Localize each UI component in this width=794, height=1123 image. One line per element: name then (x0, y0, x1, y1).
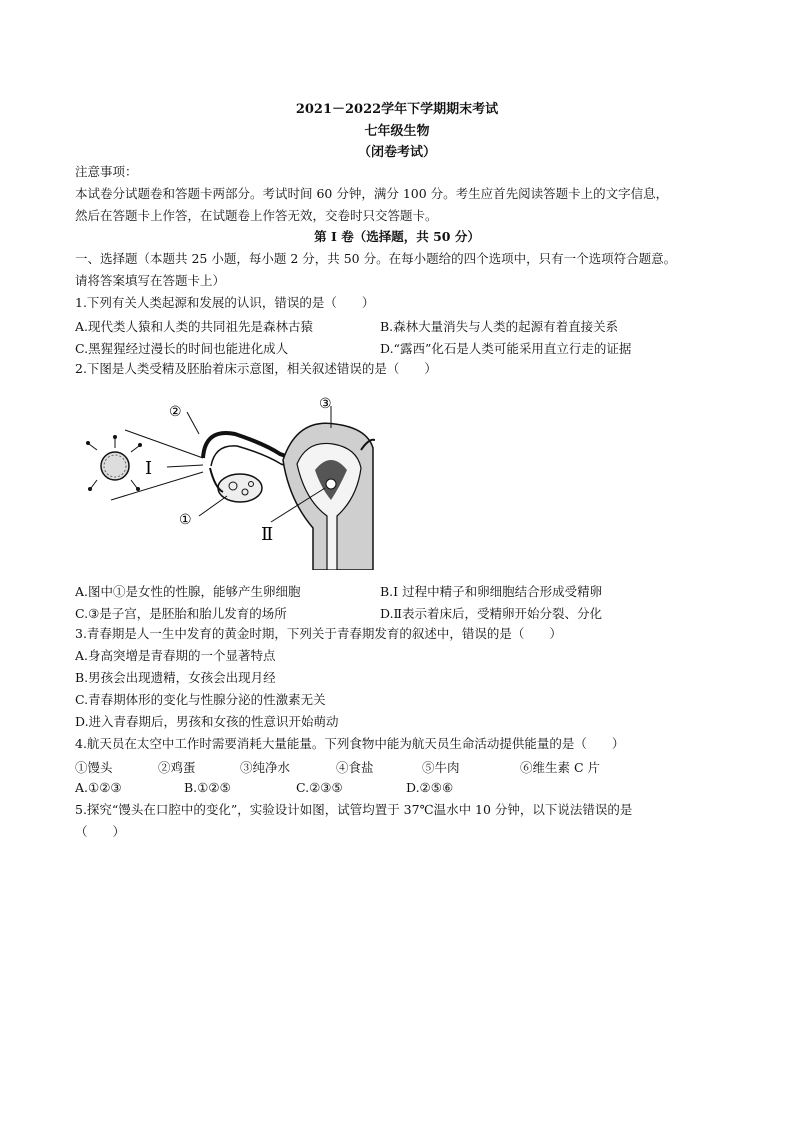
q4-option-a: A.①②③ (75, 780, 122, 795)
label-one: ① (179, 512, 192, 528)
q3-option-a: A.身高突增是青春期的一个显著特点 (75, 648, 276, 663)
q5-stem-cont: （ ） (75, 824, 126, 839)
q4-item: ⑤牛肉 (422, 760, 460, 775)
q1-option-c: C.黑猩猩经过漫长的时间也能进化成人 (75, 341, 289, 356)
q2-option-c: C.③是子宫，是胚胎和胎儿发育的场所 (75, 606, 287, 621)
q1-option-b: B.森林大量消失与人类的起源有着直接关系 (380, 319, 619, 334)
q2-option-d: D.Ⅱ表示着床后，受精卵开始分裂、分化 (380, 606, 603, 621)
egg-cell-with-sperm (86, 435, 142, 491)
q4-option-b: B.①②⑤ (184, 780, 231, 795)
notice-line-1: 本试卷分试题卷和答题卡两部分。考试时间 60 分钟，满分 100 分。考生应首先阅读答题卡上的文字信息， (75, 186, 669, 201)
q1-option-d: D.“露西”化石是人类可能采用直立行走的证据 (380, 341, 632, 356)
q4-stem: 4.航天员在太空中工作时需要消耗大量能量。下列食物中能为航天员生命活动提供能量的是（ ） (75, 736, 625, 751)
q3-option-d: D.进入青春期后，男孩和女孩的性意识开始萌动 (75, 714, 339, 729)
q4-item: ③纯净水 (240, 760, 291, 775)
q2-option-b: B.I 过程中精子和卵细胞结合形成受精卵 (380, 584, 603, 599)
q1-option-a: A.现代类人猿和人类的共同祖先是森林古猿 (75, 319, 314, 334)
q2-option-a: A.图中①是女性的性腺，能够产生卵细胞 (75, 584, 301, 599)
section-title: 第 I 卷（选择题，共 50 分） (314, 229, 480, 244)
exam-type: （闭卷考试） (357, 145, 436, 160)
q3-option-b: B.男孩会出现遗精，女孩会出现月经 (75, 670, 276, 685)
q3-option-c: C.青春期体形的变化与性腺分泌的性激素无关 (75, 692, 326, 707)
q4-item: ⑥维生素 C 片 (520, 760, 601, 775)
q3-stem: 3.青春期是人一生中发育的黄金时期，下列关于青春期发育的叙述中，错误的是（ ） (75, 626, 562, 641)
q4-item: ②鸡蛋 (158, 760, 196, 775)
exam-title: 2021－2022学年下学期期末考试 (295, 102, 499, 117)
q1-stem: 1.下列有关人类起源和发展的认识，错误的是（ ） (75, 295, 375, 310)
notice-line-2: 然后在答题卡上作答，在试题卷上作答无效，交卷时只交答题卡。 (75, 208, 438, 223)
q4-option-c: C.②③⑤ (296, 780, 343, 795)
q4-item: ④食盐 (336, 760, 374, 775)
label-two: ② (169, 404, 182, 420)
notice-label: 注意事项： (75, 164, 138, 179)
section-instruction-2: 请将答案填写在答题卡上） (75, 273, 226, 288)
uterus (283, 406, 373, 570)
label-three: ③ (319, 396, 332, 412)
q5-stem: 5.探究“馒头在口腔中的变化”，实验设计如图，试管均置于 37℃温水中 10 分钟，以下说法错误的是 (75, 802, 633, 817)
label-process-i: I (145, 458, 153, 479)
section-instruction-1: 一、选择题（本题共 25 小题，每小题 2 分，共 50 分。在每小题给的四个选项中，只有一个选项符合题意。 (75, 251, 677, 266)
fertilization-diagram (75, 388, 375, 570)
q4-option-d: D.②⑤⑥ (406, 780, 454, 795)
label-process-ii: Ⅱ (261, 524, 274, 545)
q4-item: ①馒头 (75, 760, 113, 775)
exam-subtitle: 七年级生物 (364, 124, 430, 139)
q2-stem: 2.下图是人类受精及胚胎着床示意图，相关叙述错误的是（ ） (75, 361, 437, 376)
